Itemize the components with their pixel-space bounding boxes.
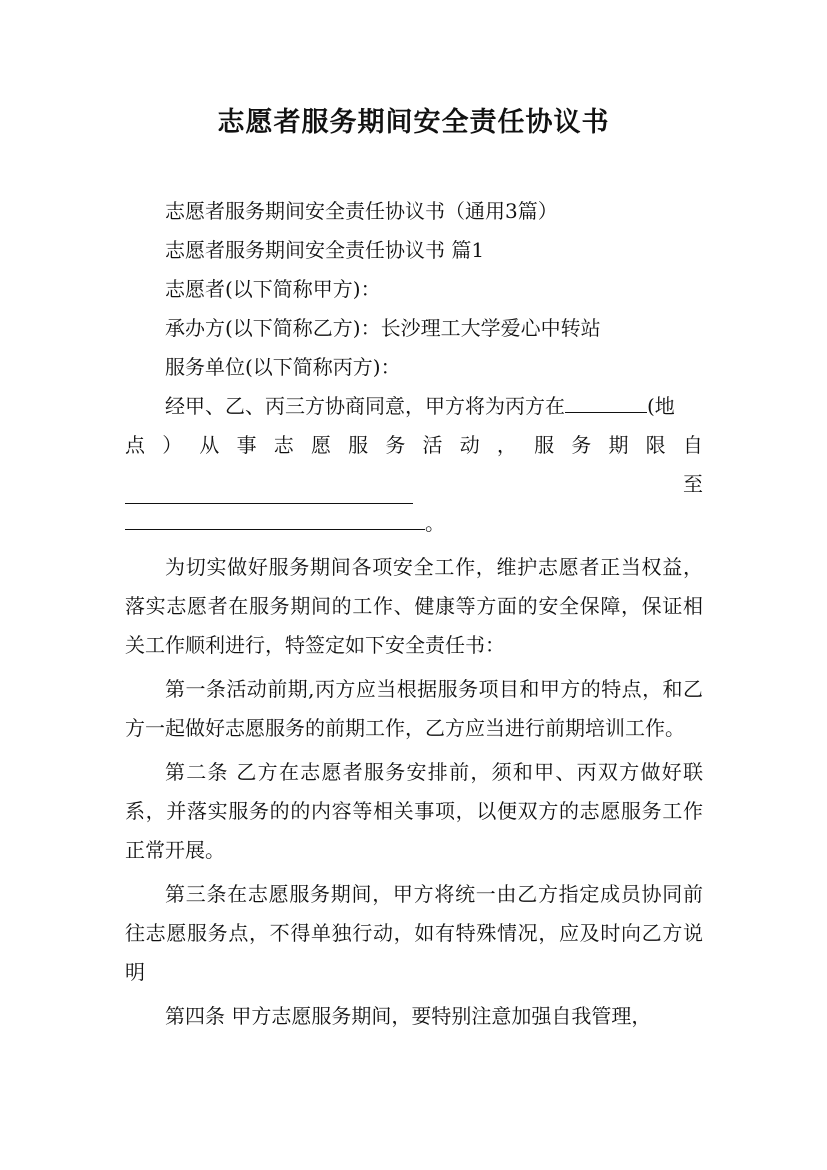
document-title: 志愿者服务期间安全责任协议书 [217,107,610,138]
article-4: 第四条 甲方志愿服务期间，要特别注意加强自我管理， [165,1004,652,1028]
spread-char: 点 [125,433,145,457]
spread-char: 动 [459,433,480,457]
spread-char: 从 [199,433,220,457]
article-1: 第一条活动前期,丙方应当根据服务项目和甲方的特点，和乙方一起做好志愿服务的前期工作，乙方应当进行前期培训工作。 [125,677,703,740]
agreement-paragraph [125,387,703,543]
spread-char: 服 [348,433,369,457]
intro-line-1: 志愿者服务期间安全责任协议书（通用3篇） [165,199,558,223]
article-3: 第三条在志愿服务期间，甲方将统一由乙方指定成员协同前往志愿服务点，不得单独行动，如有特殊情况，应及时向乙方说明 [125,882,703,984]
document-body [125,192,703,1036]
party-a-line: 志愿者(以下简称甲方)： [165,277,381,301]
spread-char: 愿 [310,433,331,457]
safety-paragraph: 为切实做好服务期间各项安全工作，维护志愿者正当权益，落实志愿者在服务期间的工作、健康等方面的安全保障，保证相关工作顺利进行，特签定如下安全责任书： [125,555,703,657]
spread-char: 志 [273,433,294,457]
spread-char: 务 [571,433,592,457]
spread-char: 务 [385,433,406,457]
party-b-line: 承办方(以下简称乙方)：长沙理工大学爱心中转站 [165,316,601,340]
agreement-line-4 [125,504,703,543]
to-label: 至 [683,472,703,496]
spread-char: ） [162,433,183,457]
agreement-line-3 [125,465,703,504]
spread-char: 活 [422,433,443,457]
spread-char: 限 [645,433,666,457]
intro-line-2: 志愿者服务期间安全责任协议书 篇1 [165,238,485,262]
spread-char: 服 [534,433,555,457]
agreement-line-1 [125,387,703,426]
agreement-text-2: (地 [647,394,675,418]
location-blank [565,390,647,413]
agreement-end: 。 [425,511,445,535]
spread-char: 期 [608,433,629,457]
start-date-blank [125,481,413,504]
spread-char: 自 [682,433,703,457]
party-c-line: 服务单位(以下简称丙方)： [165,355,401,379]
spread-char: 事 [236,433,257,457]
agreement-line-2 [125,426,703,465]
agreement-text-1: 经甲、乙、丙三方协商同意，甲方将为丙方在 [165,394,565,418]
spread-char: ， [496,433,517,457]
end-date-blank [125,507,425,530]
article-2: 第二条 乙方在志愿者服务安排前，须和甲、丙双方做好联系，并落实服务的的内容等相关事项，以便双方的志愿服务工作正常开展。 [125,760,703,862]
